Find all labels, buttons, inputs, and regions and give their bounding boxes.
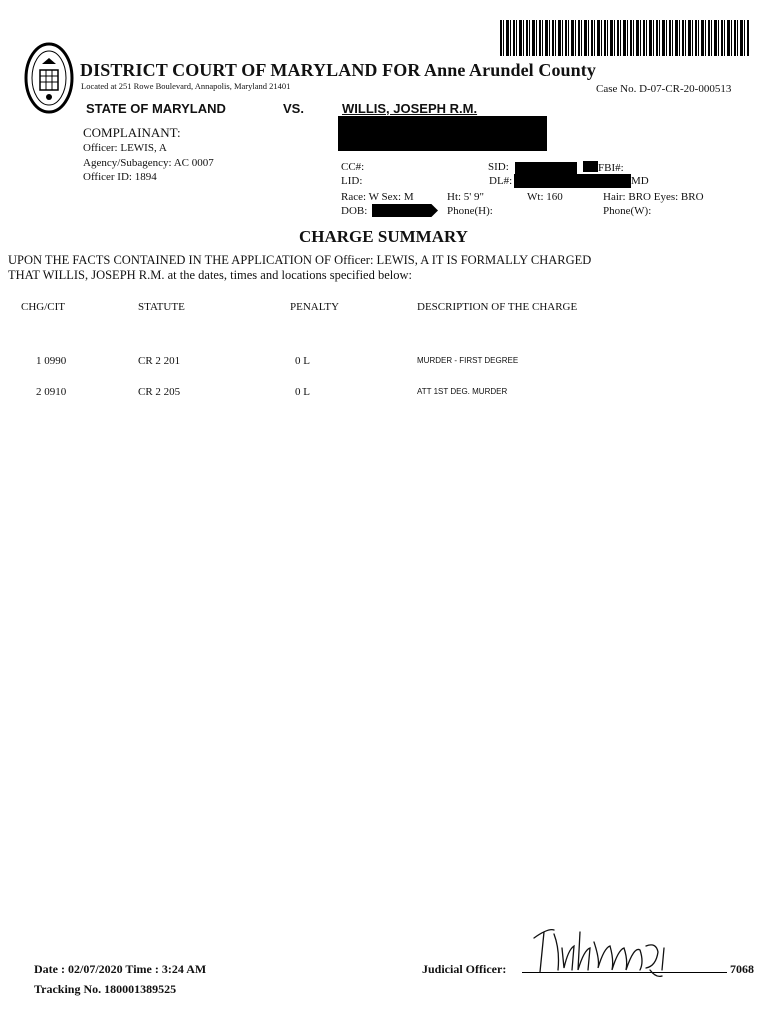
officer-number: 7068 (730, 962, 754, 976)
row2-penalty: 0 L (295, 386, 310, 398)
complainant-officer-id: Officer ID: 1894 (83, 171, 157, 183)
case-number: Case No. D-07-CR-20-000513 (596, 83, 732, 95)
phone-work: Phone(W): (603, 205, 652, 217)
height: Ht: 5' 9" (447, 191, 485, 203)
weight: Wt: 160 (527, 191, 563, 203)
plaintiff-name: STATE OF MARYLAND (86, 101, 226, 116)
header-statute: STATUTE (138, 301, 185, 313)
dob-label: DOB: (341, 205, 368, 217)
row1-description: MURDER - FIRST DEGREE (417, 356, 519, 365)
court-address: Located at 251 Rowe Boulevard, Annapolis, Maryland 21401 (81, 81, 291, 91)
row2-chg: 2 0910 (36, 386, 67, 398)
sid-label: SID: (488, 161, 509, 173)
tracking-number: Tracking No. 180001389525 (34, 982, 177, 996)
hair-eyes: Hair: BRO Eyes: BRO (603, 191, 704, 203)
redaction-dl (514, 174, 631, 188)
header-description: DESCRIPTION OF THE CHARGE (417, 301, 578, 313)
judicial-officer-label: Judicial Officer: (422, 962, 507, 976)
complainant-agency: Agency/Subagency: AC 0007 (83, 157, 214, 169)
summary-line-1: UPON THE FACTS CONTAINED IN THE APPLICATION OF Officer: LEWIS, A IT IS FORMALLY CHARGED (8, 253, 592, 267)
lid-label: LID: (341, 175, 363, 187)
cc-label: CC#: (341, 161, 365, 173)
barcode (500, 20, 750, 56)
row1-statute: CR 2 201 (138, 355, 181, 367)
race-sex: Race: W Sex: M (341, 191, 414, 203)
header-chg-cit: CHG/CIT (21, 301, 65, 313)
redaction-dob (372, 204, 438, 217)
defendant-name: WILLIS, JOSEPH R.M. (342, 101, 478, 116)
court-title: DISTRICT COURT OF MARYLAND FOR Anne Arundel County (80, 60, 596, 80)
redaction-sid (515, 162, 577, 174)
versus-label: VS. (283, 101, 304, 116)
dl-state: MD (631, 175, 649, 187)
fbi-label: FBI#: (598, 162, 624, 174)
charge-summary-title: CHARGE SUMMARY (299, 227, 468, 246)
summary-line-2: THAT WILLIS, JOSEPH R.M. at the dates, times and locations specified below: (8, 268, 412, 282)
complainant-officer: Officer: LEWIS, A (83, 142, 167, 154)
row2-statute: CR 2 205 (138, 386, 181, 398)
phone-home: Phone(H): (447, 205, 493, 217)
court-seal-icon (24, 42, 74, 114)
complainant-label: COMPLAINANT: (83, 125, 181, 140)
redaction-fbi (583, 161, 598, 172)
dl-label: DL#: (489, 175, 513, 187)
header-penalty: PENALTY (290, 301, 340, 313)
row1-penalty: 0 L (295, 355, 310, 367)
date-time: Date : 02/07/2020 Time : 3:24 AM (34, 962, 207, 976)
signature-image (528, 920, 688, 980)
redaction-address (338, 116, 547, 151)
row1-chg: 1 0990 (36, 355, 67, 367)
row2-description: ATT 1ST DEG. MURDER (417, 387, 508, 396)
